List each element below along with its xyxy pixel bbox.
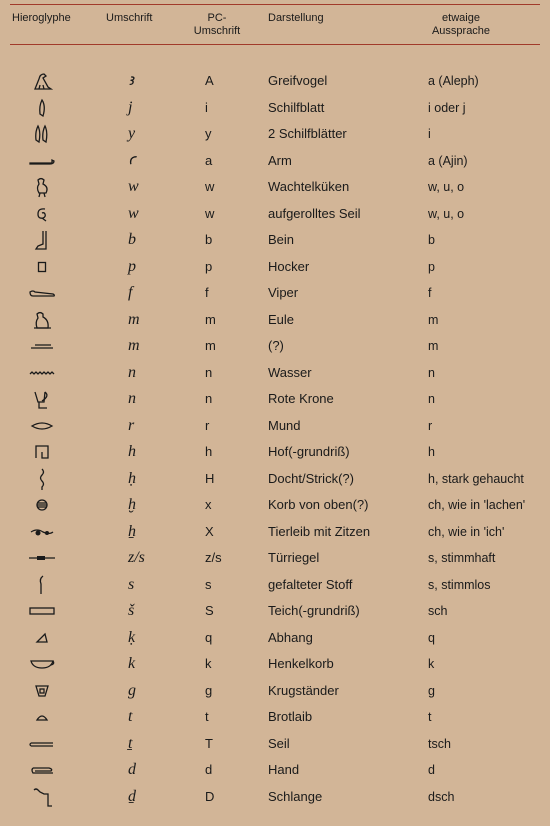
transliteration: n [128, 390, 136, 407]
pronunciation: dsch [428, 789, 455, 804]
depiction: Hand [268, 762, 300, 777]
pronunciation: w, u, o [428, 206, 465, 221]
pc-transliteration: n [205, 391, 213, 406]
depiction: Brotlaib [268, 709, 313, 724]
table-row [0, 784, 550, 811]
pc-transliteration: p [205, 258, 213, 274]
depiction: Teich(-grundriß) [268, 603, 360, 618]
leg-icon [22, 227, 62, 254]
table-row [0, 439, 550, 466]
pronunciation: a (Aleph) [428, 74, 479, 88]
red-crown-icon [22, 386, 62, 413]
depiction: Viper [268, 285, 299, 300]
vulture-icon [22, 68, 62, 95]
depiction: gefalteter Stoff [268, 576, 353, 592]
pc-transliteration: k [205, 656, 212, 671]
transliteration: m [128, 337, 140, 354]
pronunciation: g [428, 683, 435, 698]
pronunciation: n [428, 392, 435, 406]
pc-transliteration: w [205, 205, 215, 221]
mouth-icon [22, 413, 62, 440]
transliteration: f [128, 284, 133, 301]
table-header [0, 0, 550, 44]
hill-icon [22, 625, 62, 652]
folded-cloth-icon [22, 572, 62, 599]
table-row [0, 121, 550, 148]
transliteration: k [128, 655, 136, 672]
jar-stand-icon [22, 678, 62, 705]
pc-transliteration: q [205, 629, 213, 645]
pronunciation: n [428, 365, 435, 380]
transliteration: z/s [128, 549, 145, 566]
table-row [0, 678, 550, 705]
depiction: Schlange [268, 788, 323, 804]
pronunciation: f [428, 286, 432, 300]
pc-transliteration: s [205, 576, 212, 592]
forearm-icon [22, 148, 62, 175]
transliteration: b [128, 231, 136, 248]
reed-leaf-icon [22, 95, 62, 122]
table-row [0, 413, 550, 440]
pc-transliteration: D [205, 788, 215, 804]
table-row [0, 757, 550, 784]
pc-transliteration: b [205, 232, 213, 247]
pc-transliteration: f [205, 285, 209, 300]
table-row [0, 360, 550, 387]
header-darstellung: Darstellung [268, 12, 324, 24]
transliteration: ṯ [128, 734, 133, 752]
table-row [0, 492, 550, 519]
pronunciation: p [428, 259, 435, 274]
pronunciation: i oder j [428, 100, 466, 115]
depiction: Docht/Strick(?) [268, 470, 354, 486]
table-row [0, 227, 550, 254]
pc-transliteration: n [205, 364, 213, 380]
quail-chick-icon [22, 174, 62, 201]
pronunciation: r [428, 418, 433, 433]
depiction: Greifvogel [268, 73, 328, 88]
header-aussprache: etwaige Aussprache [431, 12, 491, 37]
pronunciation: sch [428, 604, 448, 618]
owl-icon [22, 307, 62, 334]
depiction: Henkelkorb [268, 656, 334, 671]
hand-icon [22, 757, 62, 784]
pronunciation: ch, wie in 'lachen' [428, 498, 526, 512]
pc-transliteration: a [205, 152, 213, 168]
water-icon [22, 360, 62, 387]
transliteration: h [128, 443, 136, 460]
pronunciation: i [428, 127, 431, 141]
pc-transliteration: m [205, 311, 216, 327]
belly-icon [22, 519, 62, 546]
transliteration: ḫ [128, 496, 136, 513]
header-hieroglyphe: Hieroglyphe [12, 12, 71, 24]
table-row [0, 68, 550, 95]
table-row [0, 572, 550, 599]
transliteration: p [128, 257, 136, 275]
double-reed-icon [22, 121, 62, 148]
pronunciation: m [428, 312, 439, 327]
transliteration: š [128, 602, 135, 619]
transliteration: n [128, 363, 136, 381]
pc-transliteration: x [205, 497, 212, 512]
handled-basket-icon [22, 651, 62, 678]
transliteration: ẖ [128, 522, 136, 540]
table-row [0, 651, 550, 678]
table-row [0, 731, 550, 758]
depiction: Wachtelküken [268, 179, 350, 194]
bolt-icon [22, 545, 62, 572]
transliteration: ḏ [128, 787, 136, 805]
pc-transliteration: w [205, 179, 215, 194]
depiction: Rote Krone [268, 391, 334, 406]
transliteration: d [128, 761, 136, 778]
transliteration: g [128, 681, 136, 699]
depiction: Abhang [268, 629, 313, 645]
viper-icon [22, 280, 62, 307]
depiction: Hof(-grundriß) [268, 444, 350, 459]
depiction: Korb von oben(?) [268, 497, 369, 512]
transliteration: ꜣ [128, 72, 134, 89]
transliteration: s [128, 575, 135, 593]
depiction: Bein [268, 232, 295, 247]
pronunciation: h [428, 445, 435, 459]
depiction: Eule [268, 311, 295, 327]
basket-top-icon [22, 492, 62, 519]
pool-icon [22, 598, 62, 625]
table-row [0, 254, 550, 281]
pc-transliteration: i [205, 99, 208, 115]
table-row [0, 598, 550, 625]
cobra-icon [22, 784, 62, 811]
depiction: Schilfblatt [268, 99, 325, 115]
pronunciation: h, stark gehaucht [428, 471, 524, 486]
table-row [0, 174, 550, 201]
transliteration: ḥ [128, 469, 136, 487]
pronunciation: q [428, 630, 435, 645]
coil-icon [22, 201, 62, 228]
pc-transliteration: T [205, 735, 213, 751]
pronunciation: m [428, 339, 439, 353]
header-rule-top [10, 4, 540, 5]
pc-transliteration: X [205, 523, 214, 539]
transliteration: w [128, 204, 139, 222]
pc-transliteration: d [205, 762, 213, 777]
depiction: (?) [268, 338, 284, 353]
stool-icon [22, 254, 62, 281]
pc-transliteration: h [205, 444, 213, 459]
pc-transliteration: g [205, 682, 213, 698]
header-umschrift: Umschrift [106, 12, 153, 24]
pronunciation: b [428, 233, 435, 247]
pronunciation: ch, wie in 'ich' [428, 524, 505, 539]
pc-transliteration: m [205, 338, 216, 353]
pc-transliteration: t [205, 709, 209, 724]
depiction: aufgerolltes Seil [268, 205, 361, 221]
pronunciation: s, stimmhaft [428, 551, 496, 565]
tether-icon [22, 731, 62, 758]
table-row [0, 519, 550, 546]
pronunciation: k [428, 657, 435, 671]
transliteration: m [128, 310, 140, 328]
transliteration: j [128, 98, 133, 116]
transliteration: y [128, 125, 136, 142]
unknown-m-icon [22, 333, 62, 360]
transliteration: ḳ [128, 628, 136, 646]
transliteration: w [128, 178, 139, 195]
transliteration: t [128, 708, 133, 725]
pronunciation: t [428, 710, 432, 724]
pronunciation: tsch [428, 736, 451, 751]
wick-icon [22, 466, 62, 493]
table-row [0, 704, 550, 731]
table-row [0, 280, 550, 307]
depiction: Türriegel [268, 550, 320, 565]
alphabet-table [0, 68, 550, 810]
table-row [0, 386, 550, 413]
table-row [0, 95, 550, 122]
depiction: Hocker [268, 258, 310, 274]
pc-transliteration: A [205, 73, 214, 88]
bread-loaf-icon [22, 704, 62, 731]
header-pc-umschrift: PC- Umschrift [193, 12, 241, 37]
courtyard-icon [22, 439, 62, 466]
table-row [0, 545, 550, 572]
table-row [0, 201, 550, 228]
header-rule-bottom [10, 44, 540, 45]
pronunciation: d [428, 763, 435, 777]
transliteration: r [128, 416, 135, 434]
pc-transliteration: H [205, 470, 215, 486]
depiction: Seil [268, 735, 290, 751]
depiction: Wasser [268, 364, 312, 380]
transliteration: ꜥ [128, 151, 136, 169]
depiction: Mund [268, 417, 301, 433]
pc-transliteration: z/s [205, 550, 222, 565]
table-row [0, 333, 550, 360]
depiction: 2 Schilfblätter [268, 126, 347, 141]
pc-transliteration: S [205, 603, 214, 618]
depiction: Krugständer [268, 682, 339, 698]
pc-transliteration: y [205, 126, 212, 141]
pronunciation: w, u, o [428, 180, 465, 194]
pc-transliteration: r [205, 417, 210, 433]
pronunciation: s, stimmlos [428, 577, 491, 592]
depiction: Arm [268, 152, 292, 168]
table-row [0, 148, 550, 175]
table-row [0, 625, 550, 652]
pronunciation: a (Ajin) [428, 153, 468, 168]
depiction: Tierleib mit Zitzen [268, 523, 371, 539]
table-row [0, 307, 550, 334]
table-row [0, 466, 550, 493]
